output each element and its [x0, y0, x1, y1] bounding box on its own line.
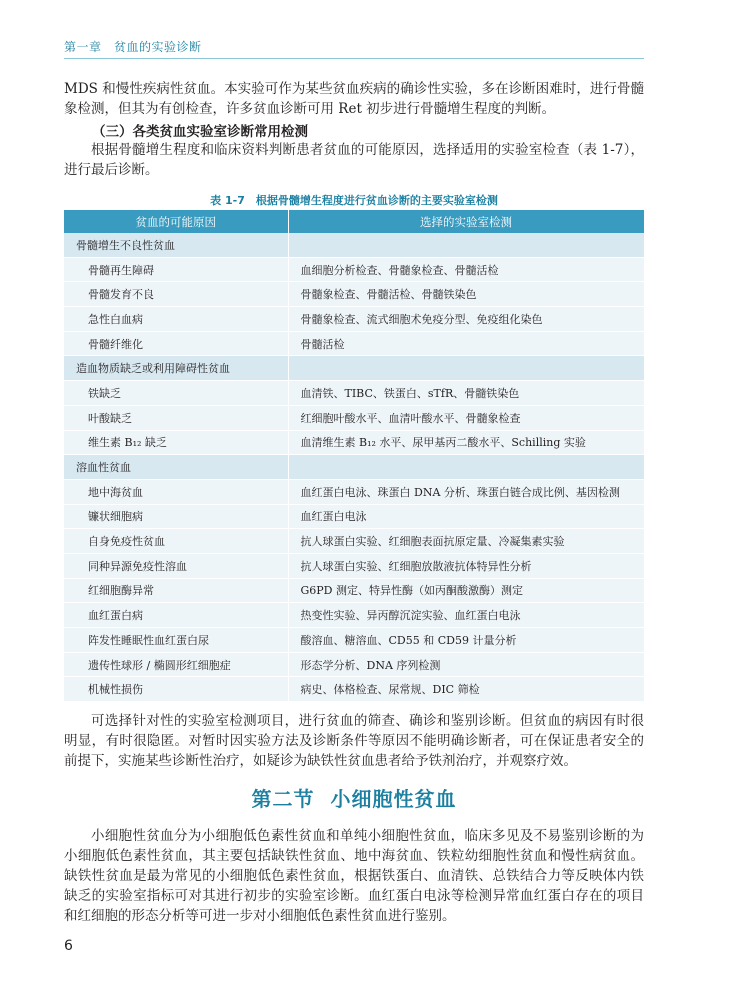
cell-cause: 维生素 B₁₂ 缺乏: [64, 430, 288, 455]
table-row: [64, 405, 644, 430]
cell-cause: 阵发性睡眠性血红蛋白尿: [64, 628, 288, 653]
cell-tests: 病史、体格检查、尿常规、DIC 筛检: [288, 677, 644, 702]
cell-tests: 红细胞叶酸水平、血清叶酸水平、骨髓象检查: [288, 405, 644, 430]
subheading-paragraph: 根据骨髓增生程度和临床资料判断患者贫血的可能原因，选择适用的实验室检查（表 1-7），进行最后诊断。: [64, 142, 644, 178]
table-row: [64, 479, 644, 504]
table-row: [64, 553, 644, 578]
cell-tests: 血红蛋白电泳: [288, 504, 644, 529]
table-row: [64, 257, 644, 282]
cell-cause: 骨髓发育不良: [64, 282, 288, 307]
table-row: [64, 677, 644, 702]
cell-cause: 血红蛋白病: [64, 603, 288, 628]
cell-cause: 同种异源免疫性溶血: [64, 553, 288, 578]
anemia-test-table: [64, 210, 645, 702]
cell-cause: 溶血性贫血: [64, 455, 288, 480]
cell-cause: 叶酸缺乏: [64, 405, 288, 430]
section-paragraph: 小细胞性贫血分为小细胞低色素性贫血和单纯小细胞性贫血，临床多见及不易鉴别诊断的为小细胞低色素性贫血，其主要包括缺铁性贫血、地中海贫血、铁粒幼细胞性贫血和慢性病贫血。缺铁性贫血是最为常见的小细胞低色素性贫血，根据铁蛋白、血清铁、总铁结合力等反映体内铁缺乏的实验室指标可对其进行初步的实验室诊断。血红蛋白电泳等检测异常血红蛋白存在的项目和红细胞的形态分析等可进一步对小细胞低色素性贫血进行鉴别。: [64, 828, 644, 924]
table-row: [64, 504, 644, 529]
cell-cause: 骨髓纤维化: [64, 331, 288, 356]
running-head: 第一章 贫血的实验诊断: [64, 40, 202, 54]
cell-cause: 地中海贫血: [64, 479, 288, 504]
cell-tests: 血清铁、TIBC、铁蛋白、sTfR、骨髓铁染色: [288, 381, 644, 406]
cell-cause: 造血物质缺乏或利用障碍性贫血: [64, 356, 288, 381]
cell-tests: [288, 455, 644, 480]
table-category-row: [64, 233, 644, 257]
table-row: [64, 603, 644, 628]
cell-cause: 急性白血病: [64, 307, 288, 332]
cell-tests: 血红蛋白电泳、珠蛋白 DNA 分析、珠蛋白链合成比例、基因检测: [288, 479, 644, 504]
cell-cause: 骨髓再生障碍: [64, 257, 288, 282]
cell-tests: 酸溶血、糖溶血、CD55 和 CD59 计量分析: [288, 628, 644, 653]
cell-tests: [288, 233, 644, 257]
subheading: （三）各类贫血实验室诊断常用检测: [92, 124, 308, 140]
cell-cause: 遗传性球形 / 椭圆形红细胞症: [64, 652, 288, 677]
cell-cause: 机械性损伤: [64, 677, 288, 702]
cell-cause: 红细胞酶异常: [64, 578, 288, 603]
page-number: 6: [64, 938, 73, 954]
cell-cause: 铁缺乏: [64, 381, 288, 406]
cell-tests: 骨髓象检查、流式细胞术免疫分型、免疫组化染色: [288, 307, 644, 332]
cell-tests: 骨髓象检查、骨髓活检、骨髓铁染色: [288, 282, 644, 307]
intro-paragraph: MDS 和慢性疾病性贫血。本实验可作为某些贫血疾病的确诊性实验，多在诊断困难时，进行骨髓象检测，但其为有创检查，许多贫血诊断可用 Ret 初步进行骨髓增生程度的判断。: [64, 81, 644, 117]
after-table-paragraph: 可选择针对性的实验室检测项目，进行贫血的筛查、确诊和鉴别诊断。但贫血的病因有时很明显，有时很隐匿。对暂时因实验方法及诊断条件等原因不能明确诊断者，可在保证患者安全的前提下，实施某些诊断性治疗，如疑诊为缺铁性贫血患者给予铁剂治疗，并观察疗效。: [64, 713, 644, 769]
cell-tests: 形态学分析、DNA 序列检测: [288, 652, 644, 677]
table-row: [64, 331, 644, 356]
cell-cause: 骨髓增生不良性贫血: [64, 233, 288, 257]
table-caption: 表 1-7 根据骨髓增生程度进行贫血诊断的主要实验室检测: [210, 194, 498, 207]
cell-tests: 骨髓活检: [288, 331, 644, 356]
table-header-cause: 贫血的可能原因: [64, 210, 288, 233]
cell-tests: [288, 356, 644, 381]
cell-tests: 抗人球蛋白实验、红细胞放散液抗体特异性分析: [288, 553, 644, 578]
table-row: [64, 430, 644, 455]
cell-tests: 血细胞分析检查、骨髓象检查、骨髓活检: [288, 257, 644, 282]
table-category-row: [64, 455, 644, 480]
cell-cause: 自身免疫性贫血: [64, 529, 288, 554]
cell-cause: 镰状细胞病: [64, 504, 288, 529]
table-row: [64, 381, 644, 406]
section-heading: [64, 783, 644, 812]
table-row: [64, 282, 644, 307]
table-category-row: [64, 356, 644, 381]
table-row: [64, 628, 644, 653]
table-row: [64, 307, 644, 332]
cell-tests: 抗人球蛋白实验、红细胞表面抗原定量、冷凝集素实验: [288, 529, 644, 554]
section-title: 小细胞性贫血: [330, 787, 457, 811]
table-row: [64, 652, 644, 677]
table-row: [64, 578, 644, 603]
section-number: 第二节: [251, 787, 315, 811]
table-header-tests: 选择的实验室检测: [288, 210, 644, 233]
header-rule: [64, 58, 644, 59]
table-header-row: [64, 210, 644, 233]
cell-tests: 血清维生素 B₁₂ 水平、尿甲基丙二酸水平、Schilling 实验: [288, 430, 644, 455]
cell-tests: 热变性实验、异丙醇沉淀实验、血红蛋白电泳: [288, 603, 644, 628]
cell-tests: G6PD 测定、特异性酶（如丙酮酸激酶）测定: [288, 578, 644, 603]
table-row: [64, 529, 644, 554]
